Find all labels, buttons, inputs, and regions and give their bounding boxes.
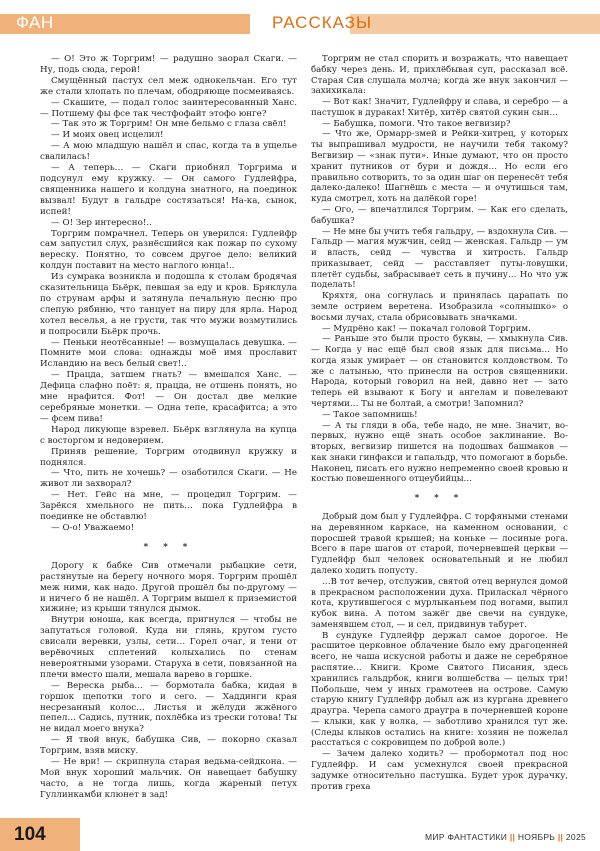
page-header [0,0,600,40]
issue-separator-2: || [557,832,564,842]
paragraph: — Зачем далеко ходить? — пробормотал под нос Гудлейфр. И сам усмехнулся своей прекрасной задумке относительно пастушка. Будет урок дурачку, против греха [311,749,568,792]
paragraph: — О-о! Уважаемо! [51,522,135,533]
paragraph: Внутри юноша, как всегда, пригнулся — чтобы не запутаться головой. Куда ни глянь, кругом густо свисали веревки, узлы, сети… Горел очаг, и тени от верёвочных сплетений колыхались по стенам невероятными узорами. Старуха в сети, повязанной на плечи вместо шали, мешала варево в горшке. [40,615,297,680]
paragraph: — Мудрёно как! — покачал головой Торгрим. [322,323,531,334]
paragraph: — Раньше это были просто буквы, — хмыкнула Сив. — Когда у нас ещё был свой язык для письма… Но когда язык умирает — он становится колдовством. То же с латынью, что принесли на остров священники. Народа, который говорил на ней, давно нет — зато теперь ей взывают к Богу и ангелам и повелевают чертями… Ты не болтай, а смотри! Запомнил? [311,334,568,409]
paragraph: — Скашите, — подал голос заинтересованный Ханс. — Потшему фы фсе так честфофайт этофо юнге? [40,97,297,119]
paragraph: Торгрим не стал спорить и возражать, что навещает бабку через день. И, прихлёбывая суп, рассказал всё. Старая Сив слушала молча; когда же внук закончил — захихикала: [311,54,568,97]
paragraph: Дорогу к бабке Сив отмечали рыбацкие сети, растянутые на берегу ночного моря. Торгрим прошёл меж ними, как надо. Другой прошёл бы по-другому — и ничего б не нашёл. А Торгрим вышел к приземистой хижине; из крыши тянулся дымок. [40,560,297,615]
section-separator: * * * [143,541,194,552]
issue-year: 2025 [565,832,586,842]
text-column-left [40,54,297,810]
paragraph: — Вот как! Значит, Гудлейфру и слава, и серебро — а пастушок в дураках! Хитёр, хитёр святой сукин сын… [311,97,568,118]
paragraph: — Такое запомнишь! [322,409,418,420]
paragraph: Добрый дом был у Гудлейфра. С торфяными стенами на деревянном каркасе, на каменном основании, с поросшей травой крышей; на коньке — лосиные рога. Всего в паре шагов от старой, почерневшей церкви — Гудлейфр был человек основательный и не любил далеко ходить попусту. [311,512,568,576]
paragraph: — Пеньки неотёсанные! — возмущалась девушка. — Помните мои слова: однажды моё имя прославит Исландию на весь белый свет!.. [40,337,297,370]
paragraph: …В тот вечер, отслужив, святой отец вернулся домой в прекрасном расположении духа. Приласкал чёрного кота, крутившегося с мурлыканьем под ногами, выпил кубок вина. А потом зажёг две свечи на сундуке, заменявшем стол, — и сел, придвинув табурет. [311,576,568,630]
paragraph: — Бабушка, помоги. Что такое вегвизир? [322,118,511,129]
paragraph: — Ого, — впечатлился Торгрим. — Как его сделать, бабушка? [311,204,568,226]
paragraph: — Нет. Гейс на мне, — процедил Торгрим. — Зарёкся хмельного не пить… пока Гудлейфра в поединке не обставлю! [40,490,297,523]
paragraph: Приняв решение, Торгрим отодвинул кружку и поднялся. [40,446,297,468]
header-accent-bar-right [350,14,600,34]
paragraph: — А мою младшую нашёл и спас, когда та в ущелье свалилась! [40,141,297,163]
paragraph: — Что, пить не хочешь? — озаботился Скаги. — Не живот ли захворал? [40,468,297,490]
magazine-title: МИР ФАНТАСТИКИ [425,832,508,842]
section-separator: * * * [414,493,465,504]
paragraph: — Не ври! — скрипнула старая ведьма-сейдкона. — Мой внук хороший мальчик. Он навещает бабушку часто, а не тогда лишь, когда жареный петух Гуллинкамби клюнет в зад! [40,757,297,800]
paragraph: Смущённый пастух сел меж однокельчан. Его тут же стали хлопать по плечам, ободряюще посмеиваясь. [40,75,297,97]
paragraph: В сундуке Гудлейфр держал самое дорогое. Не расшитое церковное облачение было ему драгоценней всего, не чаша искусной работы и даже не серебряное распятие… Книги. Кроме Святого Писания, здесь хранились гальдрбок, книги волшебства — целых три! Побольше, чем у иных грамотеев на острове. Самую старую книгу Гудлейфр добыл аж из кургана древнего драугра. Черепа самого драугра в почерневшей короне — клыки, как у волка, — заботливо хранился тут же. (Следы клыков остались на книге: хозяин не пожелал расстаться с сокровищем по доброй воле.) [311,630,568,749]
paragraph: — Что же, Ормарр-змей и Рейки-хитрец, у которых ты выпрашивал мудрости, не научили тебя такому? Вегвизир — «знак пути». Иные думают, что он просто хранит путников от бури и дождя… Но если его правильно сотворить, то за один шаг он перенесёт тебя далеко-далеко! Шагнёшь с места — и очутишься там, куда смотрел, хоть на далёкой горе! [311,129,568,205]
paragraph: Кряхтя, она согнулась и принялась царапать по земле острием веретена. Изобразила «солнышко» о восьми лучах, стала обрисовывать значками. [311,291,568,323]
paragraph: Народ ликующе взревел. Бьёрк взглянула на купца с восторгом и недоверием. [40,424,297,446]
rubric-label: РАССКАЗЫ [272,13,373,32]
paragraph: — Я твой внук, бабушка Сив, — покорно сказал Торгрим, взяв миску. [40,735,297,757]
paragraph: — Не мне бы учить тебя гальдру, — вздохнула Сив. — Гальдр — магия мужчин, сейд — женская. Гальдр — ум и власть, сейд — чувства и хитрость. Гальдр приказывает, сейд — расставляет путы-ловушки, плетёт судьбы, забрасывает сеть в пучину… Но что уж поделать! [311,226,568,291]
issue-separator: || [509,832,516,842]
paragraph: Из сумрака возникла и подошла к столам бродячая сказительница Бьёрк, певшая за еду и кров. Бряклула по струнам арфы и затянула печальную песню про слепую рябиню, что танцует на пиру для ярла. Народ хотел веселья, а не грусти, так что мужи возмутились и попросили Бьёрк прочь. [40,272,297,337]
paragraph: Торгрим помрачнел. Теперь он уверился: Гудлейфр сам запустил слух, разнёсшийся как пожар по сухому вереску. Понятно, то совсем другое дело: великий колдун поставит на место наглого юнца!.. [40,228,297,272]
paragraph: — О! Зер интересно!.. [51,217,152,228]
paragraph: — Вереска рыба… — бормотала бабка, кидая в горшок щепотки того и сего. — Хаддинги края несрезанный колос… Листья и жёлуди жжёного пепел… Садись, путник, похлёбка из трески готова! Ты не видал моего внука? [40,680,297,735]
paragraph: — И моих овец исцелил! [51,130,164,141]
paragraph: — Працда, затшем гнать? — вмешался Ханс. — Дефица слафно поёт: я, працда, не отшень понять, но мне нрафится. Фот! — Он достал две мелкие серебряные монетки. — Одна тепе, красафитса; а это — фсем пива! [40,370,297,424]
magazine-issue-line [425,832,586,842]
paragraph: — А теперь… — Скаги приобнял Торгрима и подсунул ему кружку. — Он самого Гудлейфра, священника нашего и колдуна знатного, на поединок вызвал! Будут в гальдре состязаться! На-ка, сынок, испей! [40,163,297,217]
text-column-right [311,54,568,810]
section-label: ФАН [16,13,54,32]
page-number: 104 [14,824,46,845]
paragraph: — О! Это ж Торгрим! — радушно заорал Скаги. — Ну, подь сюда, герой! [40,54,297,75]
paragraph: — А ты гляди в оба, тебе надо, не мне. Значит, во-первых, нужно ещё знать особое заклинание. Во-вторых, вегвизир пишется на подошвах башмаков — как знаки гинфакси и гапальдр, что помогают в борьбе. Наконец, писать его нужно непременно своей кровью и костью повешенного отцеубийцы… [311,420,568,485]
issue-month: НОЯБРЬ [517,832,556,842]
paragraph: — Так это ж Торгрим! Он мне бельмо с глаза свёл! [51,119,287,130]
